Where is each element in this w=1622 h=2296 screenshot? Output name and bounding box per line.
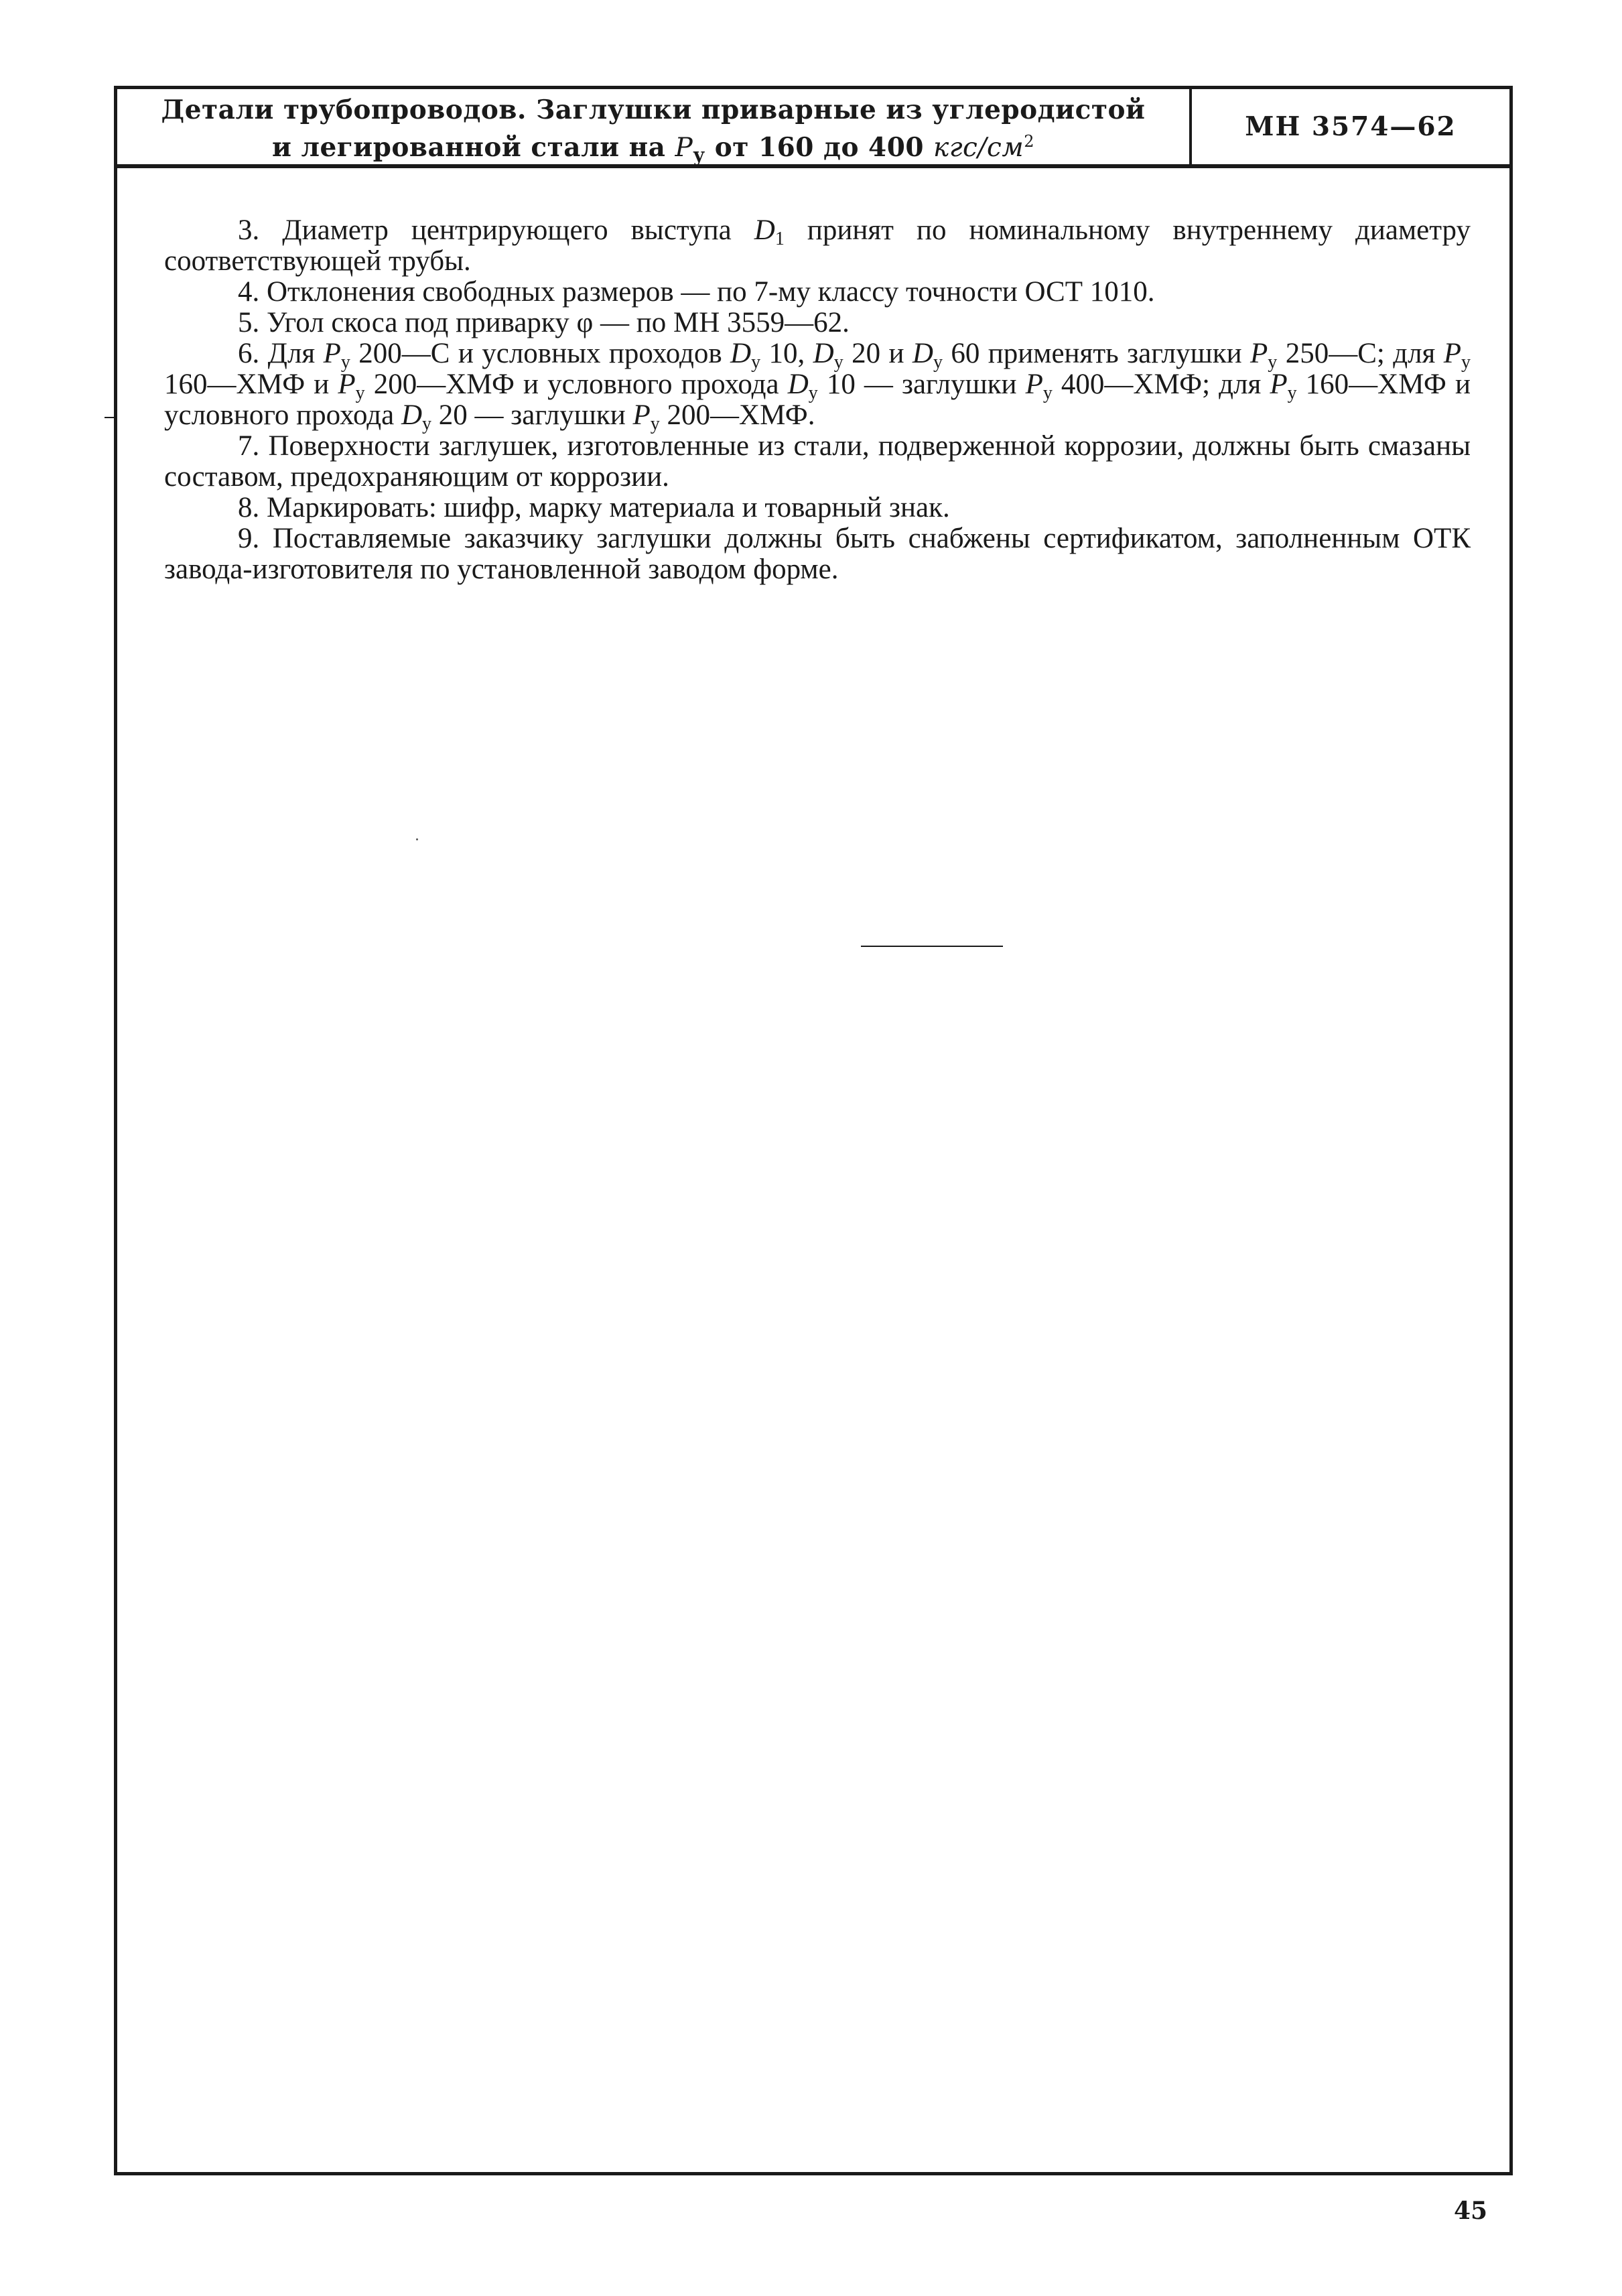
paragraph-8: 8. Маркировать: шифр, марку материала и товарный знак. <box>238 492 950 523</box>
document-title <box>117 94 1189 164</box>
paragraph-6: 6. Для $P_у$ 200—С и условных проходов $D_у$ 10, $D_у$ 20 и $D_у$ 60 применять заглушки $P_у$ 250—С; для $P_у$ 160—ХМФ и $P_у$ 200—ХМФ и условного прохода $D_у$ 10 — заглушки $P_у$ 400—ХМФ; для $P_у$ 160—ХМФ и условного прохода $D_у$ 20 — заглушки $P_у$ 200—ХМФ. <box>164 338 1471 434</box>
document-body <box>164 215 1471 585</box>
margin-tick-mark <box>105 417 114 418</box>
scan-speck <box>416 838 418 840</box>
standard-code: МН 3574—62 <box>1245 111 1457 142</box>
paragraph-7: 7. Поверхности заглушек, изготовленные из стали, подверженной коррозии, должны быть смазаны составом, предохраняющим от коррозии. <box>164 430 1471 493</box>
paragraph-5: 5. Угол скоса под приварку φ — по МН 3559—62. <box>238 307 850 338</box>
title-line-1: Детали трубопроводов. Заглушки приварные из углеродистой <box>161 94 1146 125</box>
title-line-2: и легированной стали на $P_у$ от 160 до 400 кгс/$см^2$ <box>271 132 1034 166</box>
document-header <box>117 89 1509 168</box>
paragraph-9: 9. Поставляемые заказчику заглушки должны быть снабжены сертификатом, заполненным ОТК завода-изготовителя по установленной заводом форме. <box>164 523 1471 585</box>
end-rule <box>861 946 1003 947</box>
page-frame <box>114 86 1513 2175</box>
paragraph-3: 3. Диаметр центрирующего выступа $D_1$ принят по номинальному внутреннему диаметру соответствующей трубы. <box>164 214 1471 277</box>
page-number: 45 <box>1454 2197 1488 2225</box>
paragraph-4: 4. Отклонения свободных размеров — по 7-му классу точности ОСТ 1010. <box>238 276 1155 308</box>
